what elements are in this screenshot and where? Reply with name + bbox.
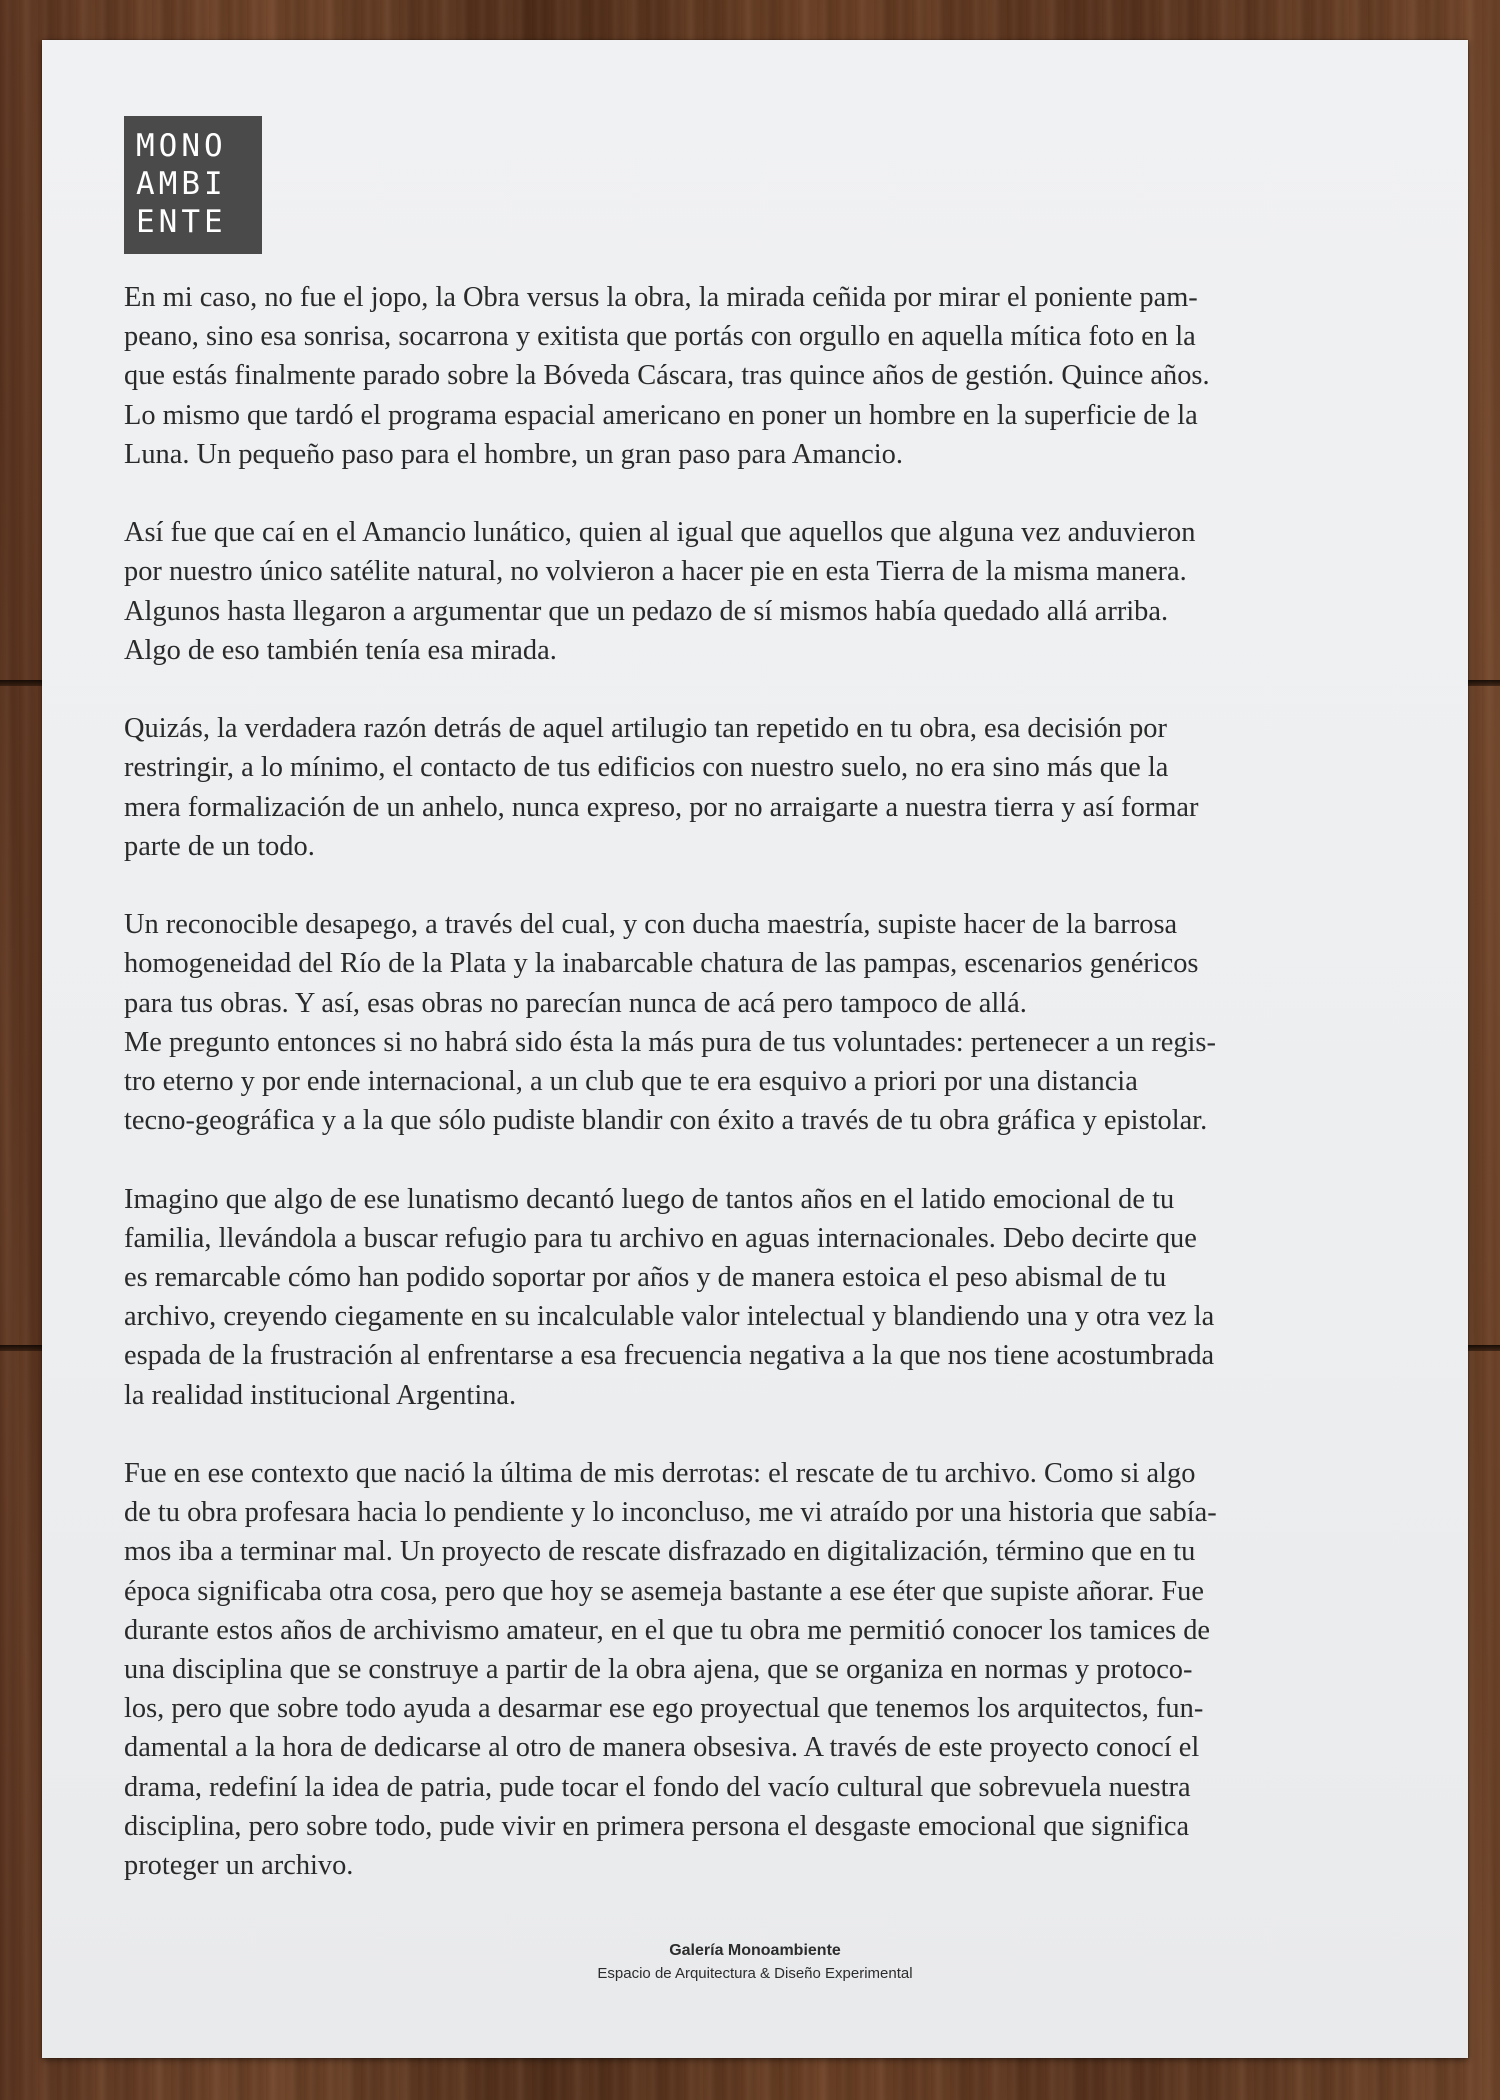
text-line: parte de un todo. xyxy=(124,830,315,862)
paragraph-6 xyxy=(124,1454,1404,1885)
text-line: damental a la hora de dedicarse al otro de manera obsesiva. A través de este proyecto conocí el xyxy=(124,1732,1200,1764)
text-line: espada de la frustración al enfrentarse a esa frecuencia negativa a la que nos tiene acostumbrada xyxy=(124,1340,1215,1372)
text-line: Algunos hasta llegaron a argumentar que un pedazo de sí mismos había quedado allá arriba. xyxy=(124,595,1169,627)
text-line: de tu obra profesara hacia lo pendiente y lo inconcluso, me vi atraído por una historia que sabía- xyxy=(124,1497,1217,1529)
footer-gallery-subtitle: Espacio de Arquitectura & Diseño Experimental xyxy=(597,1965,913,1982)
paragraph-2 xyxy=(124,513,1404,670)
text-line: tro eterno y por ende internacional, a un club que te era esquivo a priori por una distancia xyxy=(124,1066,1138,1098)
text-line: Así fue que caí en el Amancio lunático, quien al igual que aquellos que alguna vez anduvieron xyxy=(124,517,1196,549)
footer-gallery-name: Galería Monoambiente xyxy=(669,1942,841,1959)
text-line: En mi caso, no fue el jopo, la Obra versus la obra, la mirada ceñida por mirar el poniente pam- xyxy=(124,282,1198,313)
text-line: mera formalización de un anhelo, nunca expreso, por no arraigarte a nuestra tierra y así formar xyxy=(124,791,1199,823)
text-line: que estás finalmente parado sobre la Bóveda Cáscara, tras quince años de gestión. Quince años. xyxy=(124,360,1210,392)
text-line: los, pero que sobre todo ayuda a desarmar ese ego proyectual que tenemos los arquitectos, fun- xyxy=(124,1693,1204,1725)
paragraph-5 xyxy=(124,1180,1404,1415)
letter-body xyxy=(124,278,1404,1924)
text-line: Un reconocible desapego, a través del cual, y con ducha maestría, supiste hacer de la barrosa xyxy=(124,909,1178,941)
text-line: Luna. Un pequeño paso para el hombre, un gran paso para Amancio. xyxy=(124,438,903,470)
text-line: época significaba otra cosa, pero que hoy se asemeja bastante a ese éter que supiste añorar. Fue xyxy=(124,1575,1204,1607)
text-line: una disciplina que se construye a partir de la obra ajena, que se organiza en normas y protoco- xyxy=(124,1654,1193,1686)
text-line: por nuestro único satélite natural, no volvieron a hacer pie en esta Tierra de la misma manera. xyxy=(124,556,1187,588)
text-line: proteger un archivo. xyxy=(124,1850,354,1882)
text-line: Quizás, la verdadera razón detrás de aquel artilugio tan repetido en tu obra, esa decisión por xyxy=(124,713,1167,745)
paragraph-4 xyxy=(124,905,1404,1140)
logo-line: ENTE xyxy=(136,204,227,240)
text-line: Imagino que algo de ese lunatismo decantó luego de tantos años en el latido emocional de tu xyxy=(124,1183,1175,1215)
text-line: mos iba a terminar mal. Un proyecto de rescate disfrazado en digitalización, término que en tu xyxy=(124,1536,1196,1568)
text-line: homogeneidad del Río de la Plata y la inabarcable chatura de las pampas, escenarios genéricos xyxy=(124,948,1199,980)
paragraph-3 xyxy=(124,709,1404,866)
monoambiente-logo xyxy=(124,116,262,254)
letter-sheet xyxy=(42,40,1468,2058)
text-line: familia, llevándola a buscar refugio para tu archivo en aguas internacionales. Debo decirte que xyxy=(124,1222,1197,1254)
text-line: la realidad institucional Argentina. xyxy=(124,1379,517,1411)
text-line: peano, sino esa sonrisa, socarrona y exitista que portás con orgullo en aquella mítica foto en la xyxy=(124,321,1196,353)
text-line: para tus obras. Y así, esas obras no parecían nunca de acá pero tampoco de allá. xyxy=(124,987,1027,1019)
paragraph-1 xyxy=(124,278,1404,474)
text-line: Me pregunto entonces si no habrá sido ésta la más pura de tus voluntades: pertenecer a un regis- xyxy=(124,1026,1216,1058)
text-line: tecno-geográfica y a la que sólo pudiste blandir con éxito a través de tu obra gráfica y epistolar. xyxy=(124,1105,1208,1137)
text-line: disciplina, pero sobre todo, pude vivir en primera persona el desgaste emocional que significa xyxy=(124,1810,1190,1842)
text-line: drama, redefiní la idea de patria, pude tocar el fondo del vacío cultural que sobrevuela nuestra xyxy=(124,1771,1191,1803)
text-line: Lo mismo que tardó el programa espacial americano en poner un hombre en la superficie de la xyxy=(124,399,1198,431)
text-line: es remarcable cómo han podido soportar por años y de manera estoica el peso abismal de tu xyxy=(124,1262,1167,1294)
text-line: archivo, creyendo ciegamente en su incalculable valor intelectual y blandiendo una y otra vez la xyxy=(124,1301,1215,1333)
logo-line: MONO xyxy=(136,128,227,164)
text-line: Fue en ese contexto que nació la última de mis derrotas: el rescate de tu archivo. Como si algo xyxy=(124,1458,1196,1490)
text-line: durante estos años de archivismo amateur, en el que tu obra me permitió conocer los tamices de xyxy=(124,1614,1211,1646)
logo-line: AMBI xyxy=(136,166,227,202)
text-line: restringir, a lo mínimo, el contacto de tus edificios con nuestro suelo, no era sino más que la xyxy=(124,752,1169,784)
text-line: Algo de eso también tenía esa mirada. xyxy=(124,634,557,666)
